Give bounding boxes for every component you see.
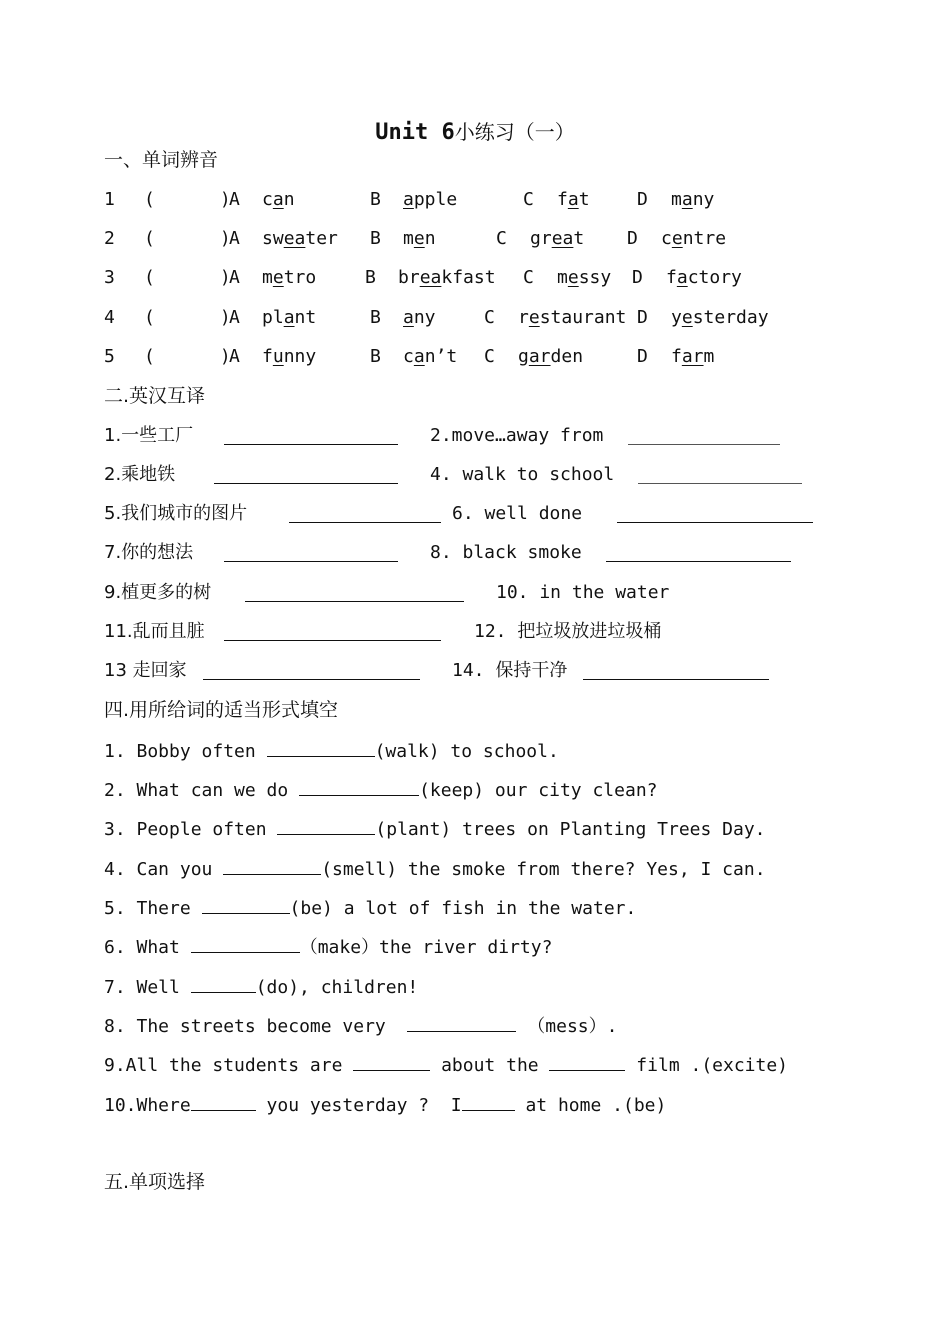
option-word: sweater <box>262 228 338 249</box>
section2-heading: 二.英汉互译 <box>104 385 206 407</box>
option-word: factory <box>666 267 742 288</box>
fill-blank-item <box>104 1052 788 1078</box>
answer-blank <box>203 661 420 680</box>
fill-blank-item <box>104 974 418 1000</box>
item-text: 2. What can we do <box>104 780 300 801</box>
translation-prompt: 2.move…away from <box>430 425 604 446</box>
answer-blank <box>202 895 290 914</box>
underlined-letters: a <box>413 346 425 367</box>
item-text: (be) a lot of fish in the water. <box>289 898 637 919</box>
answer-blank <box>606 543 791 562</box>
translation-prompt: 6. well done <box>452 503 583 524</box>
translation-prompt: 1.一些工厂 <box>104 425 194 446</box>
option-letter: A <box>229 228 240 249</box>
fill-blank-item <box>104 895 636 921</box>
item-text: （make）the river dirty? <box>299 937 553 958</box>
answer-blank <box>617 504 813 523</box>
option-letter: D <box>637 189 648 210</box>
option-letter: D <box>637 346 648 367</box>
item-text: (plant) trees on Planting Trees Day. <box>375 819 766 840</box>
row-number: 1 <box>104 189 115 210</box>
option-word: breakfast <box>398 267 496 288</box>
underlined-letters: a <box>676 267 688 288</box>
underlined-letters: a <box>403 307 414 328</box>
option-word: fat <box>557 189 590 210</box>
answer-blank <box>191 1092 256 1111</box>
section5-heading: 五.单项选择 <box>104 1171 206 1193</box>
option-letter: C <box>484 307 495 328</box>
fill-blank-item <box>104 777 658 803</box>
answer-paren: ( ) <box>144 307 231 328</box>
item-text: 3. People often <box>104 819 278 840</box>
answer-blank <box>277 816 375 835</box>
underlined-letters: ar <box>681 346 704 367</box>
answer-blank <box>407 1013 516 1032</box>
underlined-letters: e <box>681 307 693 328</box>
answer-blank <box>224 622 441 641</box>
item-text: 9.All the students are <box>104 1055 354 1076</box>
item-text: 6. What <box>104 937 191 958</box>
option-word: men <box>403 228 436 249</box>
item-text: (walk) to school. <box>374 741 559 762</box>
item-text: 10.Where <box>104 1095 191 1116</box>
option-letter: B <box>365 267 376 288</box>
option-letter: C <box>523 267 534 288</box>
option-letter: D <box>637 307 648 328</box>
underlined-letters: u <box>272 346 284 367</box>
option-word: messy <box>557 267 612 288</box>
underlined-letters: ea <box>419 267 442 288</box>
underlined-letters: a <box>403 189 414 210</box>
option-word: apple <box>403 189 458 210</box>
answer-blank <box>289 504 441 523</box>
option-letter: D <box>627 228 638 249</box>
underlined-letters: e <box>528 307 540 328</box>
underlined-letters: a <box>681 189 693 210</box>
answer-blank <box>224 426 398 445</box>
row-number: 2 <box>104 228 115 249</box>
answer-blank <box>628 426 780 445</box>
item-text: 8. The streets become very <box>104 1016 408 1037</box>
item-text: film .(excite) <box>625 1055 789 1076</box>
translation-prompt: 11.乱而且脏 <box>104 621 205 642</box>
option-letter: B <box>370 307 381 328</box>
option-letter: C <box>523 189 534 210</box>
underlined-letters: e <box>567 267 579 288</box>
underlined-letters: a <box>272 189 284 210</box>
underlined-letters: a <box>567 189 579 210</box>
answer-paren: ( ) <box>144 346 231 367</box>
answer-blank <box>638 465 802 484</box>
underlined-letters: ea <box>283 228 306 249</box>
item-text: （mess）. <box>516 1016 618 1037</box>
translation-prompt: 10. in the water <box>496 582 670 603</box>
fill-blank-item <box>104 934 552 960</box>
item-text: (smell) the smoke from there? Yes, I can. <box>321 859 766 880</box>
fill-blank-item <box>104 816 766 842</box>
translation-prompt: 4. walk to school <box>430 464 615 485</box>
option-letter: B <box>370 346 381 367</box>
item-text: about the <box>430 1055 550 1076</box>
translation-prompt: 13 走回家 <box>104 660 187 681</box>
section4-heading: 四.用所给词的适当形式填空 <box>104 699 339 721</box>
option-word: restaurant <box>518 307 627 328</box>
answer-blank <box>462 1092 515 1111</box>
answer-paren: ( ) <box>144 228 231 249</box>
answer-blank <box>224 543 398 562</box>
item-text: 1. Bobby often <box>104 741 267 762</box>
title-en: Unit 6 <box>375 120 455 145</box>
worksheet-title <box>0 116 950 145</box>
item-text: 7. Well <box>104 977 191 998</box>
fill-blank-item <box>104 1092 666 1118</box>
underlined-letters: e <box>413 228 425 249</box>
option-letter: A <box>229 307 240 328</box>
fill-blank-item <box>104 856 766 882</box>
translation-prompt: 2.乘地铁 <box>104 464 176 485</box>
answer-blank <box>191 974 256 993</box>
option-word: funny <box>262 346 317 367</box>
translation-prompt: 7.你的想法 <box>104 542 194 563</box>
translation-prompt: 5.我们城市的图片 <box>104 503 248 524</box>
option-word: garden <box>518 346 584 367</box>
item-text: 4. Can you <box>104 859 224 880</box>
answer-blank <box>214 465 398 484</box>
item-text: (do), children! <box>255 977 419 998</box>
option-letter: A <box>229 267 240 288</box>
translation-prompt: 8. black smoke <box>430 542 582 563</box>
option-letter: C <box>496 228 507 249</box>
answer-paren: ( ) <box>144 189 231 210</box>
underlined-letters: e <box>272 267 284 288</box>
answer-blank <box>549 1052 625 1071</box>
underlined-letters: ar <box>528 346 551 367</box>
translation-prompt: 14. 保持干净 <box>452 660 568 681</box>
fill-blank-item <box>104 738 559 764</box>
option-word: any <box>403 307 436 328</box>
answer-blank <box>353 1052 430 1071</box>
option-letter: A <box>229 346 240 367</box>
option-word: yesterday <box>671 307 769 328</box>
option-letter: C <box>484 346 495 367</box>
option-letter: B <box>370 228 381 249</box>
answer-blank <box>583 661 769 680</box>
answer-blank <box>245 583 464 602</box>
option-letter: D <box>632 267 643 288</box>
underlined-letters: ea <box>551 228 574 249</box>
option-word: metro <box>262 267 317 288</box>
underlined-letters: e <box>671 228 683 249</box>
option-word: can <box>262 189 295 210</box>
row-number: 5 <box>104 346 115 367</box>
item-text: you yesterday ? I <box>255 1095 462 1116</box>
option-letter: B <box>370 189 381 210</box>
row-number: 4 <box>104 307 115 328</box>
row-number: 3 <box>104 267 115 288</box>
answer-blank <box>191 934 300 953</box>
option-word: can’t <box>403 346 458 367</box>
option-word: centre <box>661 228 727 249</box>
option-word: many <box>671 189 715 210</box>
option-letter: A <box>229 189 240 210</box>
title-zh: 小练习（一） <box>454 120 575 144</box>
translation-prompt: 12. 把垃圾放进垃圾桶 <box>474 621 662 642</box>
item-text: (keep) our city clean? <box>419 780 658 801</box>
underlined-letters: a <box>283 307 295 328</box>
item-text: 5. There <box>104 898 202 919</box>
item-text: at home .(be) <box>514 1095 667 1116</box>
option-word: plant <box>262 307 317 328</box>
answer-paren: ( ) <box>144 267 231 288</box>
answer-blank <box>223 856 321 875</box>
answer-blank <box>299 777 419 796</box>
option-word: great <box>530 228 585 249</box>
section1-heading: 一、单词辨音 <box>104 149 219 171</box>
translation-prompt: 9.植更多的树 <box>104 582 212 603</box>
option-word: farm <box>671 346 715 367</box>
fill-blank-item <box>104 1013 617 1039</box>
answer-blank <box>267 738 375 757</box>
